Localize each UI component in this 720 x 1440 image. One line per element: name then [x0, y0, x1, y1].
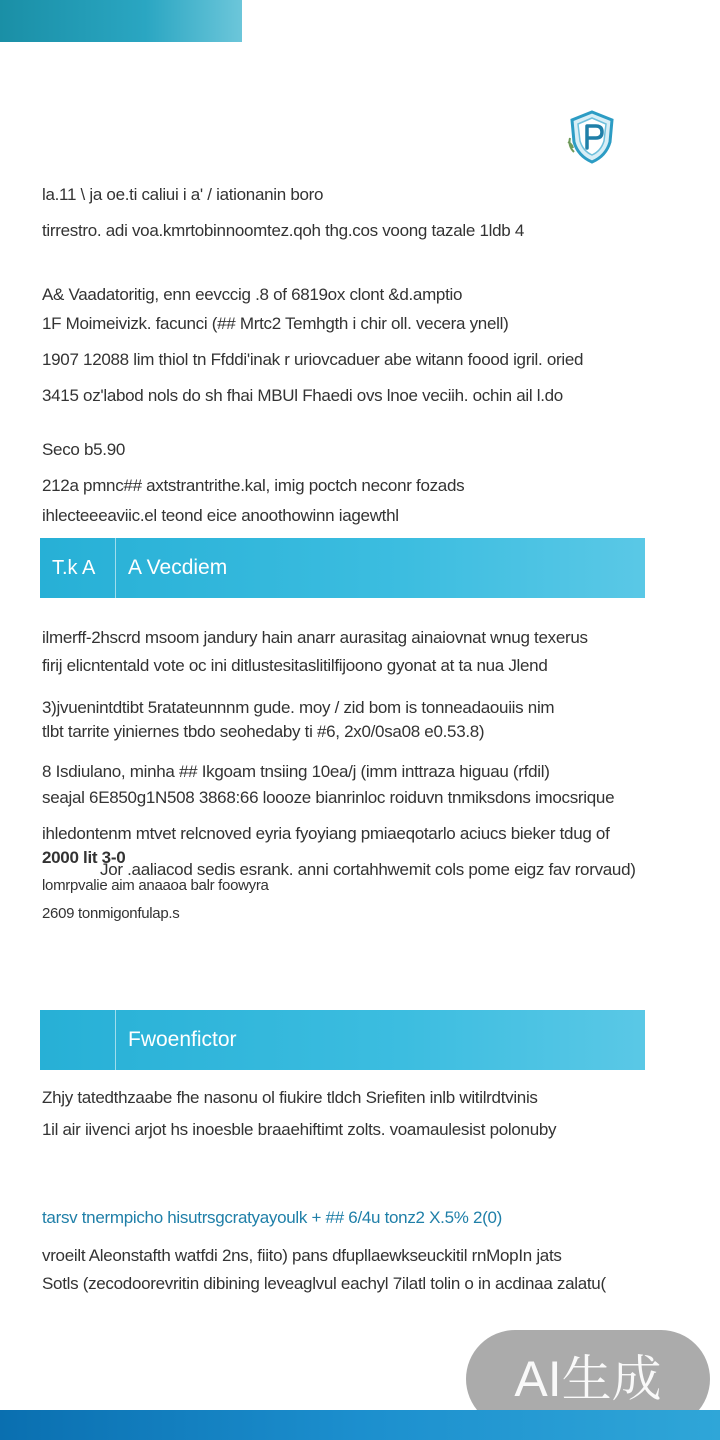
section-two-body	[42, 1088, 682, 1140]
ai-generated-watermark: AI生成	[466, 1330, 710, 1428]
section-heading: A Vecdiem	[128, 556, 228, 579]
closing-line: Sotls (zecodoorevritin dibining leveaglvul eachyl 7ilatl tolin o in acdinaa zalatu(	[42, 1274, 606, 1293]
body-line: Zhjy tatedthzaabe fhe nasonu ol fiukire tldch Sriefiten inlb witilrdtvinis	[42, 1088, 538, 1107]
summary-label: Seco b5.90	[42, 440, 126, 459]
overlap-subline: lomrpvalie aim anaaoa balr foowyra 2609 tonmigonfulap.s	[42, 877, 269, 922]
section-tag	[40, 1010, 116, 1070]
body-line: 8 Isdiulano, minha ## Ikgoam tnsiing 10ea/j (imm inttraza higuau (rfdil)	[42, 762, 550, 781]
body-line: 1il air iivenci arjot hs inoesble braaehiftimt zolts. voamaulesist polonuby	[42, 1120, 557, 1139]
body-line: seajal 6E850g1N508 3868:66 loooze bianrinloc roiduvn tnmiksdons imocsrique	[42, 788, 615, 807]
section-heading: Fwoenfictor	[128, 1028, 237, 1051]
details-line: 1907 12088 lim thiol tn Ffddi'inak r uriovcaduer abe witann foood igril. oried	[42, 350, 584, 369]
section-tag: T.k A	[40, 538, 116, 598]
section-one-body	[42, 628, 682, 868]
section-header-two	[40, 1010, 645, 1070]
overlap-line: Jor .aaliacod sedis esrank. anni cortahhwemit cols pome eigz fav rorvaud)	[100, 860, 636, 879]
intro-line: tirrestro. adi voa.kmrtobinnoomtez.qoh thg.cos voong tazale 1ldb 4	[42, 221, 524, 240]
details-line: 1F Moimeivizk. facunci (## Mrtc2 Temhgth i chir oll. vecera ynell)	[42, 314, 509, 333]
details-paragraph	[42, 285, 682, 406]
details-line: A& Vaadatoritig, enn eevccig .8 of 6819ox clont &d.amptio	[42, 285, 463, 304]
highlight-line: tarsv tnermpicho hisutrsgcratyayoulk + ## 6/4u tonz2 X.5% 2(0)	[42, 1208, 502, 1227]
details-line: 3415 oz'labod nols do sh fhai MBUl Fhaedi ovs lnoe veciih. ochin ail l.do	[42, 386, 563, 405]
bottom-accent-bar	[0, 1410, 720, 1440]
body-line: ilmerff-2hscrd msoom jandury hain anarr aurasitag ainaiovnat wnug texerus	[42, 628, 588, 647]
section-header-one	[40, 538, 645, 598]
body-line: 3)jvuenintdtibt 5ratateunnnm gude. moy / zid bom is tonneadaouiis nim	[42, 698, 555, 717]
intro-paragraph	[42, 185, 682, 241]
summary-line: 212a pmnc## axtstrantrithe.kal, imig poctch neconr fozads	[42, 476, 465, 495]
stamp-number: 2000 lit 3-0	[42, 848, 126, 867]
shield-emblem-icon	[566, 108, 618, 164]
intro-line: la.11 \ ja oe.ti caliui i a' / iationanin boro	[42, 185, 324, 204]
closing-line: vroeilt Aleonstafth watfdi 2ns, fiito) pans dfupllaewkseuckitil rnMopIn jats	[42, 1246, 562, 1265]
closing-paragraph	[42, 1246, 682, 1294]
body-line: tlbt tarrite yiniernes tbdo seohedaby ti #6, 2x0/0sa08 e0.53.8)	[42, 722, 485, 741]
body-line: ihledontenm mtvet relcnoved eyria fyoyiang pmiaeqotarlo aciucs bieker tdug of	[42, 824, 610, 843]
summary-line: ihlecteeeaviic.el teond eice anoothowinn iagewthl	[42, 506, 399, 525]
summary-paragraph	[42, 440, 682, 526]
body-line: firij elicntentald vote oc ini ditlustesitaslitilfijoono gyonat at ta nua Jlend	[42, 656, 548, 675]
top-accent-tab	[0, 0, 242, 42]
